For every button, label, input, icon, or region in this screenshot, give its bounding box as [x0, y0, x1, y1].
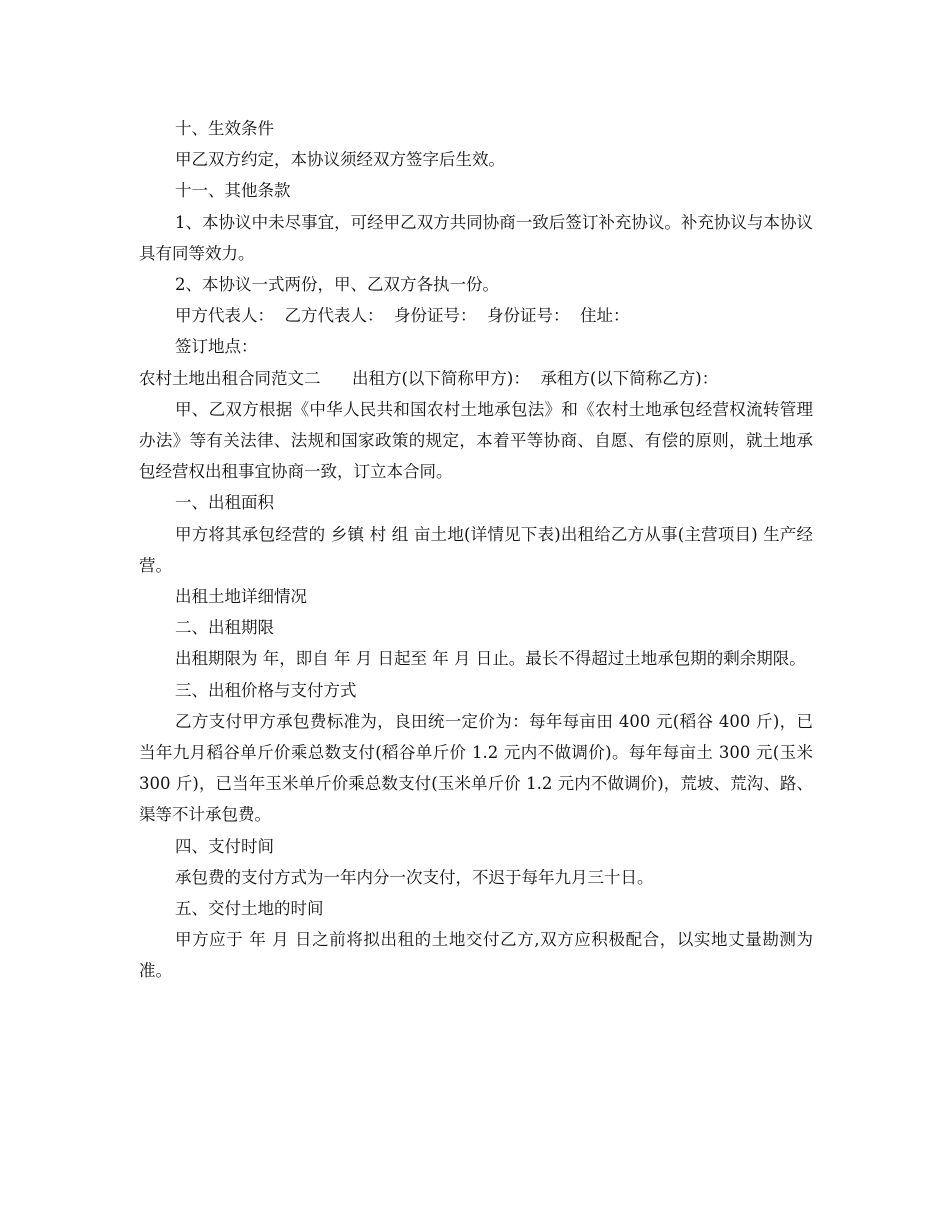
signing-location: 签订地点：: [175, 337, 258, 357]
contract-two-title-line: 农村土地出租合同范文二 出租方(以下简称甲方)： 承租方(以下简称乙方)：: [139, 368, 719, 388]
document-body: [139, 113, 813, 987]
heading-effective-conditions: 十、生效条件: [175, 119, 274, 138]
paragraph-other-terms-1: 1、本协议中未尽事宜，可经甲乙双方共同协商一致后签订补充协议。补充协议与本协议具有同等效力。: [139, 212, 813, 263]
paragraph-payment-time: 承包费的支付方式为一年内分一次支付，不迟于每年九月三十日。: [175, 867, 654, 887]
paragraph-effective-clause: 甲乙双方约定，本协议须经双方签字后生效。: [175, 150, 505, 170]
paragraph-rental-term: 出租期限为 年，即自 年 月 日起至 年 月 日止。最长不得超过土地承包期的剩余期限。: [175, 649, 806, 669]
heading-other-terms: 十一、其他条款: [175, 181, 291, 201]
heading-rental-area: 一、出租面积: [175, 493, 274, 513]
paragraph-land-details: 出租土地详细情况: [175, 587, 307, 607]
paragraph-land-delivery: 甲方应于 年 月 日之前将拟出租的土地交付乙方,双方应积极配合，以实地丈量勘测为准。: [139, 930, 813, 981]
heading-payment-time: 四、支付时间: [175, 836, 274, 856]
paragraph-other-terms-2: 2、本协议一式两份，甲、乙双方各执一份。: [175, 275, 499, 295]
paragraph-price-payment: 乙方支付甲方承包费标准为，良田统一定价为：每年每亩田 400 元(稻谷 400 斤)，已当年九月稻谷单斤价乘总数支付(稻谷单斤价 1.2 元内不做调价)。每年每亩土 300 元(玉米 300 斤)，已当年玉米单斤价乘总数支付(玉米单斤价 1.2 元内不做调价)，荒坡、荒沟、路、渠等不计承包费。: [139, 711, 813, 825]
signature-fields: 甲方代表人： 乙方代表人： 身份证号： 身份证号： 住址：: [175, 306, 630, 326]
heading-price-payment: 三、出租价格与支付方式: [175, 680, 357, 700]
paragraph-rental-area: 甲方将其承包经营的 乡镇 村 组 亩土地(详情见下表)出租给乙方从事(主营项目) 生产经营。: [139, 524, 813, 575]
heading-land-delivery: 五、交付土地的时间: [175, 899, 324, 919]
paragraph-preamble: 甲、乙双方根据《中华人民共和国农村土地承包法》和《农村土地承包经营权流转管理办法》等有关法律、法规和国家政策的规定，本着平等协商、自愿、有偿的原则，就土地承包经营权出租事宜协商一致，订立本合同。: [139, 399, 813, 482]
heading-rental-term: 二、出租期限: [175, 618, 274, 638]
